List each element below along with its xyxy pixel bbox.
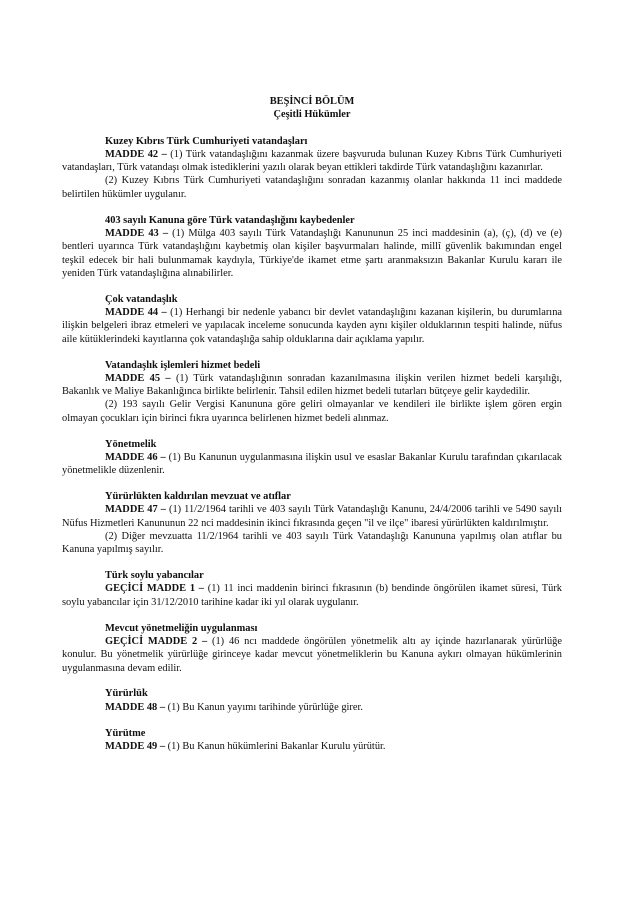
article-paragraph bbox=[62, 398, 562, 425]
article-number: MADDE 42 – bbox=[105, 148, 167, 160]
article-number: GEÇİCİ MADDE 1 – bbox=[105, 583, 204, 595]
section-title: 403 sayılı Kanuna göre Türk vatandaşlığını kaybedenler bbox=[105, 214, 355, 226]
article-paragraph bbox=[62, 635, 562, 675]
article-section bbox=[62, 687, 562, 714]
paragraph-text: (1) Bu Kanun hükümlerini Bakanlar Kurulu yürütür. bbox=[165, 740, 386, 752]
section-title: Yürütme bbox=[105, 727, 146, 739]
document-page bbox=[62, 95, 562, 766]
paragraph-text: (1) Herhangi bir nedenle yabancı bir devlet vatandaşlığını kazanan kişilerin, bu durumlarına ilişkin belgeleri ibraz etmeleri ve yapılacak inceleme sonucunda kayden aynı kişiler olduklarının tespiti halinde, nüfus aile kütüklerindeki kayıtlarına çok vatandaşlığa sahip olduklarına dair açıklama yapılır. bbox=[62, 307, 563, 345]
paragraph-text: (1) Bu Kanun yayımı tarihinde yürürlüğe girer. bbox=[165, 701, 363, 713]
article-paragraph bbox=[62, 582, 562, 609]
article-section bbox=[62, 359, 562, 425]
paragraph-text: (1) Mülga 403 sayılı Türk Vatandaşlığı Kanununun 25 inci maddesinin (a), (ç), (d) ve (e) bentleri uyarınca Türk vatandaşlığını kaybetmiş olan kişiler başvurmaları halinde, millî güvenlik bakımından engel teşkil edecek bir hali bulunmamak kaydıyla, Türkiye'de ikamet etme şartı aranmaksızın Bakanlar Kurulu kararı ile yeniden Türk vatandaşlığına alınabilirler. bbox=[62, 227, 562, 279]
article-section bbox=[62, 490, 562, 556]
paragraph-text: (1) Türk vatandaşlığını kazanmak üzere başvuruda bulunan Kuzey Kıbrıs Türk Cumhuriyeti vatandaşları, Türk vatandaşı olmak istediklerini yazılı olarak beyan ettikleri takdirde Türk vatandaşlığını kazanırlar. bbox=[62, 148, 562, 174]
article-paragraph bbox=[62, 503, 562, 530]
article-number: MADDE 44 – bbox=[105, 307, 167, 319]
paragraph-text: (1) 11/2/1964 tarihli ve 403 sayılı Türk Vatandaşlığı Kanunu, 24/4/2006 tarihli ve 5490 sayılı Nüfus Hizmetleri Kanununun 22 nci maddesinin ikinci fıkrasında geçen "il ve ilçe" ibaresi yürürlükten kaldırılmıştır. bbox=[62, 504, 563, 529]
paragraph-text: (2) Diğer mevzuatta 11/2/1964 tarihli ve 403 sayılı Türk Vatandaşlığı Kanununa yapılmış olan atıflar bu Kanuna yapılmış sayılır. bbox=[62, 530, 562, 556]
section-title: Yönetmelik bbox=[105, 438, 157, 450]
article-paragraph bbox=[62, 174, 562, 201]
article-paragraph bbox=[62, 372, 562, 399]
paragraph-text: (2) 193 sayılı Gelir Vergisi Kanununa göre geliri olmayanlar ve kendileri ile birlikte işlem gören ergin olmayan çocukları için birinci fıkra uyarınca belirlenen hizmet bedeli alınmaz. bbox=[62, 399, 562, 424]
sections-container bbox=[62, 135, 562, 754]
section-title: Mevcut yönetmeliğin uygulanması bbox=[105, 622, 258, 634]
article-number: MADDE 47 – bbox=[105, 504, 166, 516]
article-paragraph bbox=[62, 148, 562, 175]
article-number: MADDE 46 – bbox=[105, 451, 166, 463]
article-section bbox=[62, 569, 562, 609]
section-title: Vatandaşlık işlemleri hizmet bedeli bbox=[105, 359, 261, 371]
paragraph-text: (1) 11 inci maddenin birinci fıkrasının (b) bendinde öngörülen ikamet süresi, Türk soylu yabancılar için 31/12/2010 tarihine kadar iki yıl olarak uygulanır. bbox=[62, 583, 562, 608]
article-number: MADDE 43 – bbox=[105, 227, 169, 239]
paragraph-text: (1) Bu Kanunun uygulanmasına ilişkin usul ve esaslar Bakanlar Kurulu tarafından çıkarılacak yönetmelikle düzenlenir. bbox=[62, 451, 563, 477]
section-title: Çok vatandaşlık bbox=[105, 293, 178, 305]
article-paragraph bbox=[62, 530, 562, 557]
chapter-title: Çeşitli Hükümler bbox=[273, 109, 351, 121]
article-number: MADDE 49 – bbox=[105, 740, 166, 752]
article-paragraph bbox=[62, 701, 562, 714]
article-number: MADDE 48 – bbox=[105, 701, 166, 713]
article-number: GEÇİCİ MADDE 2 – bbox=[105, 635, 208, 647]
section-title: Yürürlükten kaldırılan mevzuat ve atıflar bbox=[105, 491, 291, 503]
article-section bbox=[62, 727, 562, 754]
article-paragraph bbox=[62, 740, 562, 753]
article-section bbox=[62, 214, 562, 280]
paragraph-text: (1) Türk vatandaşlığının sonradan kazanılmasına ilişkin verilen hizmet bedeli karşılığı, Bakanlık ve Maliye Bakanlığınca birlikte belirlenir. Tahsil edilen hizmet bedeli tutarları bütçeye gelir kaydedilir. bbox=[62, 372, 562, 398]
article-number: MADDE 45 – bbox=[105, 372, 171, 384]
article-paragraph bbox=[62, 306, 562, 346]
article-section bbox=[62, 438, 562, 478]
article-section bbox=[62, 293, 562, 346]
paragraph-text: (2) Kuzey Kıbrıs Türk Cumhuriyeti vatandaşlığını sonradan kazanmış olanlar hakkında 11 inci maddede belirtilen hükümler uygulanır. bbox=[62, 175, 562, 200]
article-paragraph bbox=[62, 227, 562, 280]
article-section bbox=[62, 622, 562, 675]
article-paragraph bbox=[62, 451, 562, 478]
article-section bbox=[62, 135, 562, 201]
paragraph-text: (1) 46 ncı maddede öngörülen yönetmelik altı ay içinde hazırlanarak yürürlüğe konulur. Bu yönetmelik yürürlüğe girinceye kadar mevcut yönetmeliklerin bu Kanuna aykırı olmayan hükümlerinin uygulanmasına devam edilir. bbox=[62, 635, 562, 674]
chapter-number: BEŞİNCİ BÖLÜM bbox=[269, 96, 355, 107]
section-title: Türk soylu yabancılar bbox=[105, 570, 204, 582]
section-title: Yürürlük bbox=[105, 688, 148, 700]
section-title: Kuzey Kıbrıs Türk Cumhuriyeti vatandaşları bbox=[105, 135, 308, 147]
